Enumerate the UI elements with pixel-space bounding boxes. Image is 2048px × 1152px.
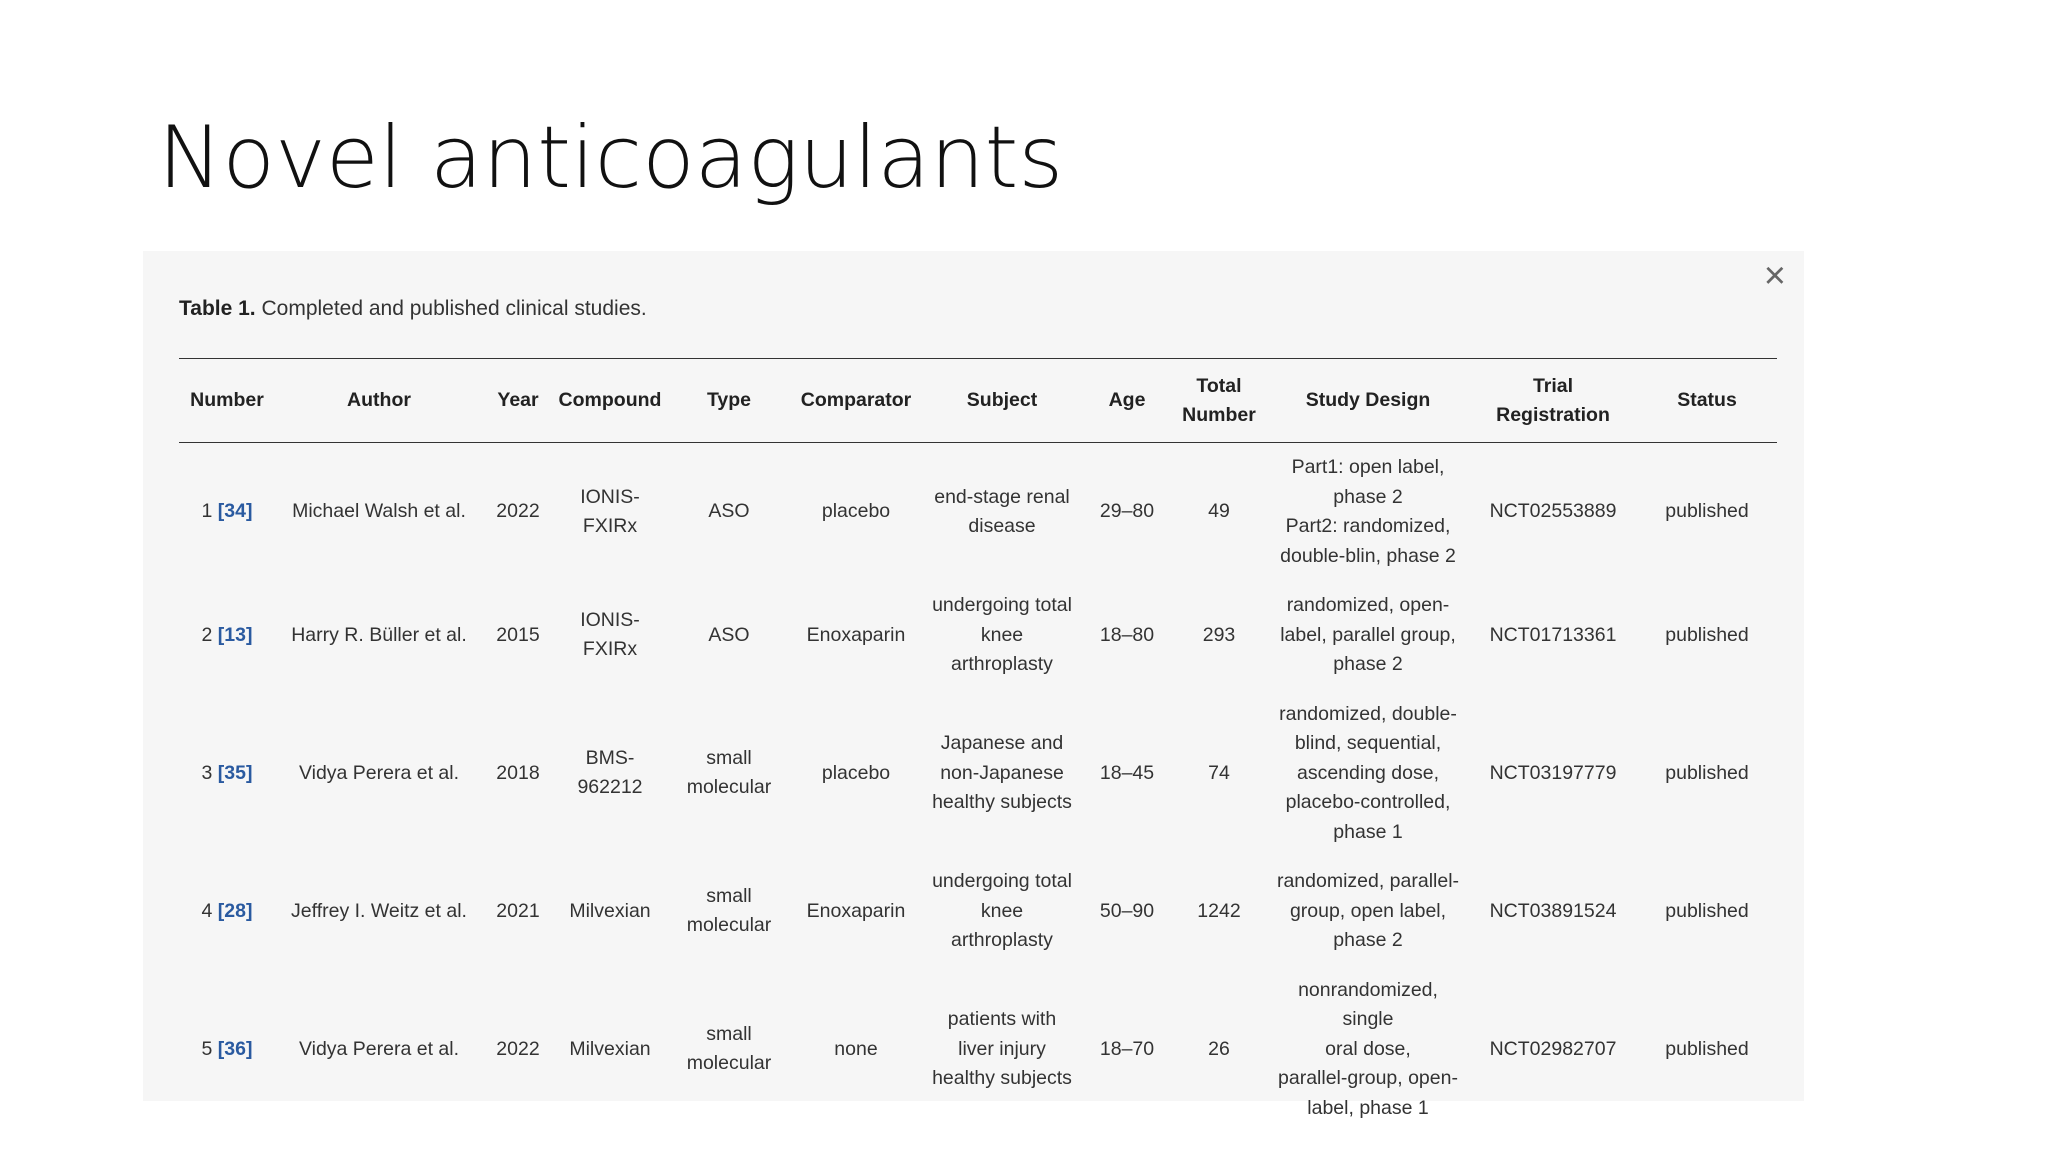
table-row <box>179 966 1777 1134</box>
cell-total-number: 49 <box>1208 500 1230 523</box>
cell-total-number: 26 <box>1208 1037 1230 1060</box>
table-popup-panel <box>143 251 1804 1119</box>
subject-line: liver injury <box>958 1037 1046 1060</box>
subject-line: non-Japanese <box>940 761 1064 784</box>
reference-link[interactable]: [35] <box>217 761 253 784</box>
compound-line: Milvexian <box>569 899 651 922</box>
caption-text: Completed and published clinical studies. <box>255 297 647 320</box>
compound-line: BMS- <box>585 746 635 769</box>
cell-total-number: 1242 <box>1197 899 1241 922</box>
compound-line: 962212 <box>577 776 643 799</box>
cell-total-number: 74 <box>1208 761 1230 784</box>
cell-type <box>667 581 791 690</box>
design-line: blind, sequential, <box>1294 732 1442 754</box>
header-trial-line1: Trial <box>1532 374 1574 397</box>
cell-subject <box>921 690 1083 858</box>
cell-number <box>179 443 275 582</box>
header-author: Author <box>275 359 483 443</box>
cell-comparator: placebo <box>821 761 891 784</box>
compound-line: IONIS- <box>580 485 640 508</box>
cell-subject <box>921 857 1083 966</box>
row-number: 5 <box>201 1037 213 1060</box>
row-number: 4 <box>201 899 213 922</box>
cell-study-design <box>1267 966 1469 1134</box>
table-body <box>179 443 1777 1134</box>
cell-comparator: Enoxaparin <box>806 623 906 646</box>
cell-study-design <box>1267 581 1469 690</box>
reference-link[interactable]: [36] <box>217 1037 253 1060</box>
design-line: Part1: open label, <box>1291 456 1445 478</box>
cell-year: 2022 <box>496 500 540 523</box>
cell-subject <box>921 581 1083 690</box>
subject-line: knee <box>980 899 1024 922</box>
reference-link[interactable]: [34] <box>217 500 253 523</box>
cell-type <box>667 857 791 966</box>
subject-line: disease <box>968 515 1036 537</box>
row-number: 1 <box>201 500 213 523</box>
cell-age: 18–80 <box>1099 623 1155 646</box>
design-line: label, parallel group, <box>1280 623 1456 646</box>
cell-author: Michael Walsh et al. <box>292 500 466 523</box>
design-line: Part2: randomized, <box>1285 515 1451 537</box>
cell-trial-registration: NCT03891524 <box>1489 899 1617 922</box>
design-line: randomized, open- <box>1286 594 1450 616</box>
cell-author: Harry R. Büller et al. <box>291 623 467 646</box>
subject-line: arthroplasty <box>951 653 1053 675</box>
type-line: molecular <box>686 1052 772 1075</box>
row-number: 2 <box>201 623 213 646</box>
cell-compound <box>553 690 667 858</box>
cell-author: Vidya Perera et al. <box>298 1037 460 1060</box>
cell-comparator: placebo <box>821 500 891 523</box>
design-line: nonrandomized, single <box>1298 978 1438 1030</box>
compound-line: FXIRx <box>582 638 638 661</box>
cell-study-design <box>1267 690 1469 858</box>
header-trial-line2: Registration <box>1496 403 1610 426</box>
design-line: phase 2 <box>1333 929 1403 951</box>
design-line: placebo-controlled, <box>1285 791 1451 813</box>
cell-year: 2021 <box>496 899 540 922</box>
cell-status: published <box>1665 761 1749 784</box>
design-line: phase 2 <box>1333 485 1403 508</box>
cell-compound <box>553 857 667 966</box>
cell-age: 29–80 <box>1099 500 1155 523</box>
cell-subject <box>921 443 1083 582</box>
row-number: 3 <box>201 761 213 784</box>
header-total-number <box>1171 359 1267 443</box>
cell-type <box>667 966 791 1134</box>
design-line: double-blin, phase 2 <box>1280 544 1456 567</box>
design-line: ascending dose, <box>1296 761 1440 784</box>
subject-line: healthy subjects <box>932 1067 1072 1089</box>
cell-trial-registration: NCT02553889 <box>1489 500 1617 523</box>
cell-type <box>667 443 791 582</box>
cell-type <box>667 690 791 858</box>
design-line: randomized, double- <box>1279 702 1457 725</box>
compound-line: Milvexian <box>569 1037 651 1060</box>
cell-status: published <box>1665 1037 1749 1060</box>
cell-year: 2015 <box>496 623 540 646</box>
cell-total-number: 293 <box>1202 623 1236 646</box>
header-type: Type <box>667 359 791 443</box>
subject-line: knee <box>980 623 1024 646</box>
type-line: small <box>706 884 752 907</box>
cell-study-design <box>1267 443 1469 582</box>
header-trial-registration <box>1469 359 1637 443</box>
subject-line: healthy subjects <box>932 791 1072 813</box>
cell-comparator: none <box>834 1037 878 1060</box>
header-study-design: Study Design <box>1267 359 1469 443</box>
table-row <box>179 443 1777 582</box>
table-header-row <box>179 359 1777 443</box>
header-compound: Compound <box>553 359 667 443</box>
type-line: molecular <box>686 914 772 937</box>
cell-number <box>179 857 275 966</box>
cell-author: Vidya Perera et al. <box>298 761 460 784</box>
type-line: small <box>706 746 752 769</box>
table-row <box>179 690 1777 858</box>
table-row <box>179 857 1777 966</box>
header-subject: Subject <box>921 359 1083 443</box>
design-line: phase 2 <box>1333 653 1403 675</box>
cell-status: published <box>1665 623 1749 646</box>
subject-line: undergoing total <box>932 870 1072 892</box>
compound-line: FXIRx <box>582 515 638 537</box>
header-total-line1: Total <box>1196 374 1242 397</box>
cell-status: published <box>1665 899 1749 922</box>
subject-line: patients with <box>947 1008 1057 1030</box>
cell-trial-registration: NCT01713361 <box>1489 623 1617 646</box>
subject-line: undergoing total <box>932 594 1072 616</box>
header-comparator: Comparator <box>791 359 921 443</box>
cell-compound <box>553 966 667 1134</box>
cell-author: Jeffrey I. Weitz et al. <box>291 899 467 922</box>
design-line: label, phase 1 <box>1307 1096 1429 1119</box>
cell-year: 2022 <box>496 1037 540 1060</box>
compound-line: IONIS- <box>580 608 640 631</box>
type-line: ASO <box>708 500 750 523</box>
clinical-studies-table <box>179 358 1777 1133</box>
header-age: Age <box>1083 359 1171 443</box>
design-line: oral dose, <box>1325 1037 1411 1060</box>
design-line: group, open label, <box>1289 899 1447 922</box>
reference-link[interactable]: [28] <box>217 899 253 922</box>
table-row <box>179 581 1777 690</box>
cell-number <box>179 966 275 1134</box>
cell-subject <box>921 966 1083 1134</box>
cell-number <box>179 690 275 858</box>
header-number: Number <box>179 359 275 443</box>
cell-age: 18–45 <box>1099 761 1155 784</box>
cell-compound <box>553 443 667 582</box>
slide-title: Novel anticoagulants <box>158 108 1064 208</box>
cell-study-design <box>1267 857 1469 966</box>
reference-link[interactable]: [13] <box>217 623 253 646</box>
cell-number <box>179 581 275 690</box>
close-icon[interactable]: × <box>1763 255 1786 297</box>
cell-comparator: Enoxaparin <box>806 899 906 922</box>
design-line: parallel-group, open- <box>1278 1067 1458 1089</box>
cell-trial-registration: NCT03197779 <box>1489 761 1617 784</box>
cell-status: published <box>1665 500 1749 523</box>
cell-trial-registration: NCT02982707 <box>1489 1037 1617 1060</box>
header-status: Status <box>1637 359 1777 443</box>
design-line: randomized, parallel- <box>1276 870 1460 892</box>
type-line: ASO <box>708 623 750 646</box>
header-year: Year <box>483 359 553 443</box>
header-total-line2: Number <box>1182 403 1256 426</box>
cell-year: 2018 <box>496 761 540 784</box>
cell-age: 18–70 <box>1099 1037 1155 1060</box>
caption-label: Table 1. <box>179 297 256 320</box>
type-line: molecular <box>686 776 772 799</box>
cell-compound <box>553 581 667 690</box>
subject-line: Japanese and <box>940 732 1064 754</box>
table-caption <box>179 297 647 321</box>
cell-age: 50–90 <box>1099 899 1155 922</box>
subject-line: arthroplasty <box>951 929 1053 951</box>
design-line: phase 1 <box>1333 820 1403 843</box>
subject-line: end-stage renal <box>934 485 1070 508</box>
type-line: small <box>706 1022 752 1045</box>
